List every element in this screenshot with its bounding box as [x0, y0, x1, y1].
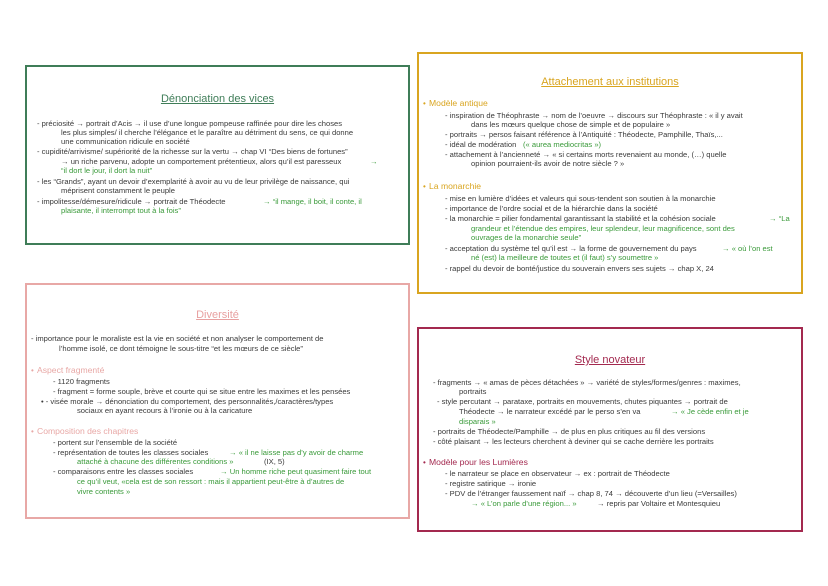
attachement-quote: grandeur et l’étendue des empires, leur splendeur, leur magnificence, sont des — [471, 224, 735, 233]
vices-line: → — [370, 157, 378, 166]
attachement-quote: → « où l’on est — [722, 244, 773, 253]
section-heading-label: Modèle pour les Lumières — [429, 457, 528, 467]
vices-line: → un riche parvenu, adopte un comportement prétentieux, alors qu’il est paresseux — [61, 157, 342, 166]
diversite-line: - 1120 fragments — [53, 377, 110, 386]
attachement-line: - la monarchie = pilier fondamental garantissant la stabilité et la cohésion sociale — [445, 214, 716, 223]
attachement-box — [417, 52, 803, 294]
section-heading — [423, 98, 488, 109]
bullet-icon: • — [41, 397, 46, 406]
attachement-line: - mise en lumière d’idées et valeurs qui sous-tendent son soutien à la monarchie — [445, 194, 716, 203]
section-heading-label: La monarchie — [429, 181, 482, 191]
section-heading-label: Composition des chapitres — [37, 426, 139, 436]
diversite-quote: ce qu’il veut, «cela est de son ressort : mais il appartient peut-être à d’autres de — [77, 477, 345, 486]
diversite-quote: vivre contents » — [77, 487, 131, 496]
bullet-icon: • — [423, 99, 426, 108]
attachement-line: - inspiration de Théophraste → nom de l’oeuvre → discours sur Théophraste : « il y avait — [445, 111, 743, 120]
section-heading — [31, 426, 138, 437]
attachement-line: - rappel du devoir de bonté/justice du souverain envers ses sujets → chap X, 24 — [445, 264, 714, 273]
vices-title: Dénonciation des vices — [160, 93, 275, 105]
vices-line: une communication ridicule en société — [61, 137, 190, 146]
attachement-line: - attachement à l’ancienneté → « si certains morts revenaient au monde, (…) quelle — [445, 150, 727, 159]
style-title: Style novateur — [574, 354, 646, 366]
vices-line: méprisent constamment le peuple — [61, 186, 175, 195]
attachement-quote: ouvrages de la monarchie seule” — [471, 233, 582, 242]
section-heading-label: Modèle antique — [429, 98, 488, 108]
style-quote: disparais » — [459, 417, 496, 426]
style-line: Théodecte → le narrateur excédé par le perso s’en va — [459, 407, 641, 416]
attachement-line: - portraits → persos faisant référence à l’Antiquité : Théodecte, Pamphille, Thaïs,... — [445, 130, 723, 139]
vices-line: - préciosité → portrait d’Acis → il use d’une longue pompeuse raffinée pour dire les choses — [37, 119, 343, 128]
diversite-line: l’homme isolé, ce dont témoigne le sous-titre “et les mœurs de ce siècle” — [59, 344, 303, 353]
diversite-box — [25, 283, 410, 519]
section-heading-label: Aspect fragmenté — [37, 365, 105, 375]
attachement-quote: né (est) la meilleure de toutes et (il faut) s’y soumettre » — [471, 253, 659, 262]
vices-line: les plus simples/ il cherche l’élégance et le paraître au détriment du sens, ce qui donne — [61, 128, 354, 137]
section-heading — [423, 181, 481, 192]
diversite-line: - comparaisons entre les classes sociales — [53, 467, 194, 476]
bullet-icon: • — [423, 458, 426, 467]
section-heading — [423, 457, 528, 468]
attachement-line: opinion pourraient-ils avoir de notre siècle ? » — [471, 159, 625, 168]
bullet-icon: • — [31, 427, 34, 436]
attachement-quote: (« aurea mediocritas ») — [523, 140, 602, 149]
style-line: - registre satirique → ironie — [445, 479, 537, 488]
diversite-line: - représentation de toutes les classes sociales — [53, 448, 209, 457]
style-line: - le narrateur se place en observateur → ex : portrait de Théodecte — [445, 469, 670, 478]
diversite-quote: attaché à chacune des différentes conditions » — [77, 457, 234, 466]
diversite-quote: → Un homme riche peut quasiment faire tout — [220, 467, 372, 476]
style-line: - PDV de l’étranger faussement naïf → chap 8, 74 → découverte d’un lieu (=Versailles) — [445, 489, 737, 498]
diversite-line: (IX, 5) — [264, 457, 285, 466]
attachement-line: - idéal de modération — [445, 140, 517, 149]
diversite-title: Diversité — [196, 309, 239, 321]
bullet-icon: • — [31, 366, 34, 375]
style-box — [417, 327, 803, 532]
bullet-icon: • — [423, 182, 426, 191]
vices-box — [25, 65, 410, 245]
vices-quote: → “il mange, il boit, il conte, il — [263, 197, 362, 206]
vices-line: - les “Grands”, ayant un devoir d’exemplarité à avoir au vu de leur privilège de naissance, qui — [37, 177, 350, 186]
attachement-quote: → “La — [769, 214, 790, 223]
vices-line: - impolitesse/démesure/ridicule → portrait de Théodecte — [37, 197, 226, 206]
style-line: - portraits de Théodecte/Pamphille → de plus en plus critiques au fil des versions — [433, 427, 706, 436]
vices-quote: “il dort le jour, il dort la nuit” — [61, 166, 153, 175]
diversite-line: - fragment = forme souple, brève et courte qui se situe entre les maximes et les pensées — [53, 387, 351, 396]
diversite-line: sociaux en ayant recours à l’ironie ou à la caricature — [77, 406, 253, 415]
diversite-quote: → « il ne laisse pas d’y avoir de charme — [229, 448, 364, 457]
style-line: → repris par Voltaire et Montesquieu — [597, 499, 721, 508]
attachement-line: - importance de l’ordre social et de la hiérarchie dans la société — [445, 204, 658, 213]
attachement-title: Attachement aux institutions — [541, 76, 679, 88]
attachement-line: - acceptation du système tel qu’il est → la forme de gouvernement du pays — [445, 244, 697, 253]
vices-quote: plaisante, il interrompt tout à la fois” — [61, 206, 181, 215]
diversite-line: - portent sur l’ensemble de la société — [53, 438, 178, 447]
section-heading — [31, 365, 104, 376]
style-line: portraits — [459, 387, 487, 396]
style-quote: → « Je cède enfin et je — [671, 407, 749, 416]
style-line: - fragments → « amas de pèces détachées » → variété de styles/formes/genres : maximes, — [433, 378, 741, 387]
attachement-line: dans les mœurs quelque chose de simple et de populaire » — [471, 120, 671, 129]
diversite-line-text: - visée morale → dénonciation du comportement, des personnalités,/caractères/types — [45, 397, 334, 406]
style-quote: → « L’on parle d’une région... » — [471, 499, 577, 508]
style-line: - style percutant → parataxe, portraits en mouvements, chutes piquantes → portrait de — [437, 397, 728, 406]
style-line: - côté plaisant → les lecteurs cherchent à deviner qui se cache derrière les portraits — [433, 437, 714, 446]
vices-line: - cupidité/arrivisme/ supériorité de la richesse sur la vertu → chap VI “Des biens de fortunes” — [37, 147, 348, 156]
diversite-line: - importance pour le moraliste est la vie en société et non analyser le comportement de — [31, 334, 324, 343]
